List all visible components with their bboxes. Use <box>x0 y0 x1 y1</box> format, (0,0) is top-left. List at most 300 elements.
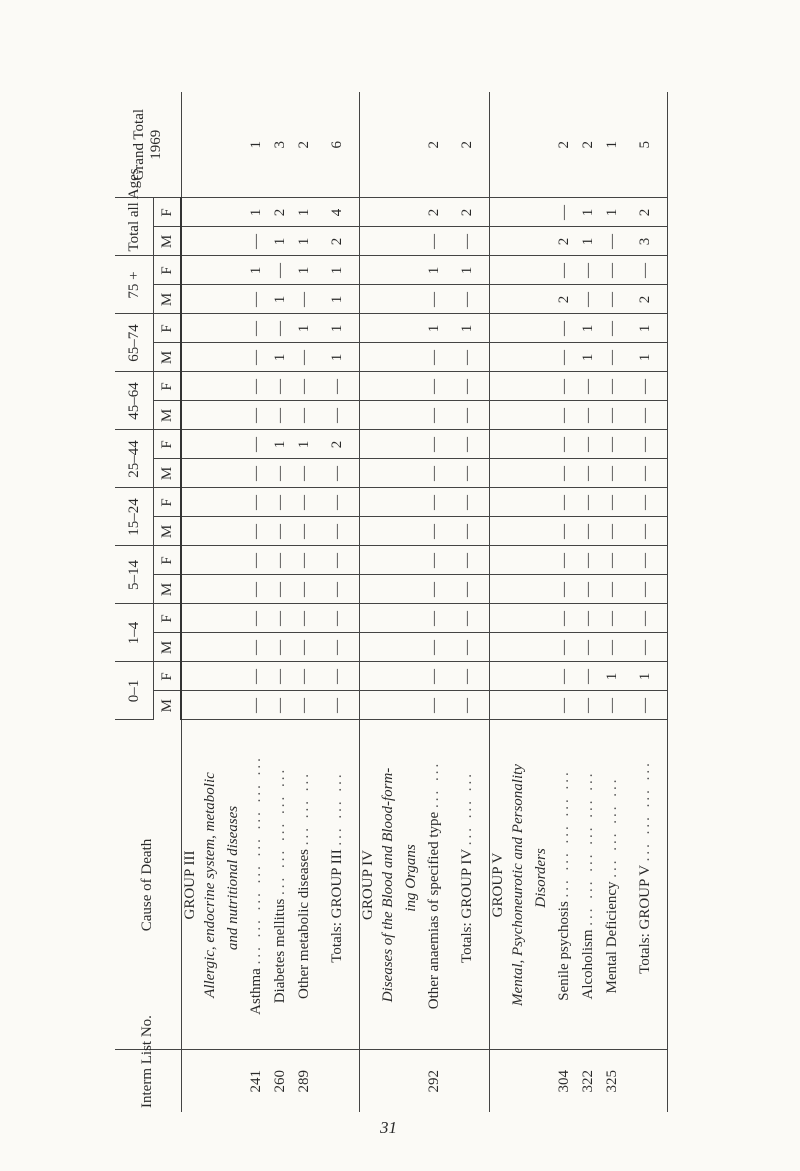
cause-label: Disorders <box>533 848 549 908</box>
count-cell: — <box>269 256 293 285</box>
count-cell: — <box>423 546 447 575</box>
count-cell: — <box>577 488 601 517</box>
count-cell: — <box>601 285 625 314</box>
count-cell <box>377 633 401 662</box>
cause-label: GROUP III <box>181 850 198 920</box>
count-cell <box>223 546 245 575</box>
leader-dots: ... ... ... <box>459 771 475 846</box>
count-cell <box>359 459 377 488</box>
count-cell <box>199 488 223 517</box>
grand-total-cell: 2 <box>577 92 601 198</box>
count-cell <box>181 285 199 314</box>
count-cell <box>531 517 553 546</box>
cause-of-death <box>531 720 553 1050</box>
count-cell: — <box>625 401 668 430</box>
count-cell: 1 <box>317 314 360 343</box>
count-cell <box>531 314 553 343</box>
table-row <box>245 92 269 1112</box>
sex-header: M <box>154 517 182 546</box>
list-number <box>377 1050 401 1112</box>
table-body <box>181 92 667 1112</box>
leader-dots: ... ... ... ... ... ... ... ... <box>248 755 264 965</box>
count-cell: — <box>553 691 577 720</box>
age-header: Total all Ages <box>115 198 154 256</box>
count-cell <box>377 691 401 720</box>
table-row <box>423 92 447 1112</box>
totals-row <box>625 92 668 1112</box>
sex-header: F <box>154 314 182 343</box>
count-cell: — <box>423 691 447 720</box>
age-header: 5–14 <box>115 546 154 604</box>
count-cell: — <box>269 691 293 720</box>
count-cell: — <box>293 633 317 662</box>
count-cell: — <box>245 575 269 604</box>
count-cell <box>377 517 401 546</box>
cause-of-death <box>401 720 423 1050</box>
count-cell <box>199 285 223 314</box>
count-cell <box>489 517 507 546</box>
table-row <box>601 92 625 1112</box>
total-female-cell: 4 <box>317 198 360 227</box>
count-cell: — <box>553 633 577 662</box>
sex-header: F <box>154 198 182 227</box>
count-cell: — <box>317 546 360 575</box>
count-cell: — <box>245 459 269 488</box>
count-cell: — <box>293 488 317 517</box>
count-cell: — <box>625 546 668 575</box>
count-cell: — <box>601 488 625 517</box>
cause-label: Diabetes mellitus <box>272 898 288 1004</box>
total-male-cell: 1 <box>269 227 293 256</box>
count-cell <box>507 633 531 662</box>
count-cell: — <box>269 517 293 546</box>
count-cell <box>359 604 377 633</box>
sex-header: M <box>154 691 182 720</box>
total-female-cell <box>359 198 377 227</box>
cause-of-death <box>447 720 490 1050</box>
count-cell <box>223 459 245 488</box>
cause-of-death <box>507 720 531 1050</box>
count-cell <box>181 430 199 459</box>
cause-header: Cause of Death <box>115 720 181 1050</box>
grand-total-cell: 2 <box>423 92 447 198</box>
count-cell <box>199 517 223 546</box>
count-cell <box>223 575 245 604</box>
count-cell: — <box>601 459 625 488</box>
count-cell: — <box>601 314 625 343</box>
count-cell: — <box>553 604 577 633</box>
leader-dots: ... ... ... ... <box>604 776 620 878</box>
count-cell: — <box>245 343 269 372</box>
count-cell <box>531 575 553 604</box>
leader-dots: ... ... ... ... <box>637 760 653 862</box>
count-cell <box>401 488 423 517</box>
cause-label: GROUP IV <box>359 850 376 920</box>
count-cell <box>401 575 423 604</box>
count-cell: — <box>293 372 317 401</box>
sex-header: M <box>154 285 182 314</box>
count-cell: — <box>317 372 360 401</box>
total-female-cell: 2 <box>625 198 668 227</box>
count-cell <box>359 285 377 314</box>
count-cell: — <box>245 401 269 430</box>
totals-row <box>447 92 490 1112</box>
count-cell <box>489 604 507 633</box>
count-cell <box>199 430 223 459</box>
list-number: 289 <box>296 1070 312 1093</box>
count-cell <box>377 604 401 633</box>
group-heading-row <box>489 92 507 1112</box>
cause-label: Alcoholism <box>580 929 596 1000</box>
cause-of-death <box>223 720 245 1050</box>
count-cell: — <box>625 430 668 459</box>
count-cell: 1 <box>269 430 293 459</box>
count-cell: — <box>601 372 625 401</box>
total-female-cell: 1 <box>245 198 269 227</box>
count-cell <box>489 256 507 285</box>
count-cell <box>181 575 199 604</box>
count-cell: — <box>577 633 601 662</box>
count-cell: — <box>553 430 577 459</box>
count-cell <box>199 662 223 691</box>
count-cell: — <box>423 517 447 546</box>
count-cell: — <box>447 488 490 517</box>
sex-header: M <box>154 633 182 662</box>
count-cell: 1 <box>269 343 293 372</box>
count-cell: — <box>553 488 577 517</box>
count-cell <box>199 343 223 372</box>
count-cell: — <box>245 633 269 662</box>
sex-header: M <box>154 343 182 372</box>
count-cell <box>531 633 553 662</box>
count-cell: — <box>245 430 269 459</box>
count-cell: — <box>447 343 490 372</box>
cause-of-death <box>377 720 401 1050</box>
total-female-cell: 2 <box>269 198 293 227</box>
leader-dots: ... ... ... ... ... ... <box>580 770 596 926</box>
grand-total-cell: 2 <box>293 92 317 198</box>
count-cell: — <box>601 691 625 720</box>
cause-of-death <box>317 720 360 1050</box>
count-cell <box>377 662 401 691</box>
cause-of-death <box>199 720 223 1050</box>
count-cell: — <box>625 575 668 604</box>
count-cell <box>489 459 507 488</box>
count-cell <box>181 488 199 517</box>
count-cell: — <box>269 546 293 575</box>
age-header: 45–64 <box>115 372 154 430</box>
count-cell: — <box>245 662 269 691</box>
count-cell <box>199 256 223 285</box>
count-cell <box>531 691 553 720</box>
count-cell <box>359 662 377 691</box>
count-cell: — <box>293 343 317 372</box>
grand-total-cell <box>377 92 401 198</box>
grand-total-cell <box>489 92 507 198</box>
count-cell <box>359 401 377 430</box>
count-cell: — <box>447 517 490 546</box>
total-male-cell: 1 <box>293 227 317 256</box>
count-cell: — <box>317 575 360 604</box>
total-male-cell: — <box>601 227 625 256</box>
count-cell <box>507 546 531 575</box>
count-cell: — <box>553 459 577 488</box>
count-cell: — <box>577 517 601 546</box>
count-cell <box>401 285 423 314</box>
cause-of-death <box>269 720 293 1050</box>
count-cell <box>199 401 223 430</box>
age-header: 0–1 <box>115 662 154 720</box>
count-cell: — <box>423 633 447 662</box>
grand-total-cell <box>359 92 377 198</box>
age-header: 1–4 <box>115 604 154 662</box>
count-cell <box>401 430 423 459</box>
count-cell <box>359 372 377 401</box>
count-cell: — <box>447 633 490 662</box>
count-cell: — <box>601 256 625 285</box>
leader-dots: ... ... <box>426 760 442 809</box>
count-cell <box>181 633 199 662</box>
count-cell: 1 <box>577 343 601 372</box>
count-cell <box>531 662 553 691</box>
cause-label: Other metabolic diseases <box>296 849 312 999</box>
count-cell <box>489 488 507 517</box>
count-cell <box>507 314 531 343</box>
count-cell <box>531 546 553 575</box>
count-cell: 1 <box>601 662 625 691</box>
count-cell: — <box>269 662 293 691</box>
cause-of-death <box>625 720 668 1050</box>
count-cell <box>377 343 401 372</box>
count-cell: — <box>269 633 293 662</box>
cause-label: GROUP V <box>489 852 506 918</box>
total-male-cell <box>377 227 401 256</box>
total-female-cell: 2 <box>423 198 447 227</box>
count-cell: — <box>553 517 577 546</box>
count-cell: — <box>577 575 601 604</box>
count-cell: — <box>447 401 490 430</box>
count-cell <box>489 430 507 459</box>
count-cell <box>401 546 423 575</box>
count-cell <box>489 372 507 401</box>
cause-label: Mental, Psychoneurotic and Personality <box>510 764 526 1006</box>
count-cell: — <box>577 256 601 285</box>
count-cell: — <box>553 343 577 372</box>
age-header: 25–44 <box>115 430 154 488</box>
count-cell: — <box>245 691 269 720</box>
count-cell: — <box>317 633 360 662</box>
count-cell <box>531 256 553 285</box>
total-male-cell <box>507 227 531 256</box>
count-cell <box>181 372 199 401</box>
table-row <box>223 92 245 1112</box>
count-cell: — <box>601 633 625 662</box>
count-cell <box>401 662 423 691</box>
count-cell: — <box>293 575 317 604</box>
table-row <box>401 92 423 1112</box>
table-row <box>507 92 531 1112</box>
total-male-cell: 2 <box>317 227 360 256</box>
list-number <box>489 1050 507 1112</box>
count-cell <box>199 604 223 633</box>
count-cell: — <box>577 401 601 430</box>
count-cell: — <box>447 575 490 604</box>
total-male-cell <box>531 227 553 256</box>
count-cell <box>223 314 245 343</box>
count-cell <box>377 372 401 401</box>
count-cell: — <box>601 604 625 633</box>
count-cell: — <box>577 285 601 314</box>
leader-dots: ... ... ... <box>329 771 345 846</box>
total-male-cell: — <box>245 227 269 256</box>
count-cell: — <box>269 372 293 401</box>
count-cell: — <box>553 401 577 430</box>
count-cell: — <box>601 430 625 459</box>
count-cell: — <box>447 459 490 488</box>
sex-header: F <box>154 546 182 575</box>
grand-total-cell <box>181 92 199 198</box>
list-number <box>401 1050 423 1112</box>
total-female-cell: 2 <box>447 198 490 227</box>
grand-total-cell <box>401 92 423 198</box>
cause-of-death <box>245 720 269 1050</box>
count-cell <box>181 256 199 285</box>
table-row <box>199 92 223 1112</box>
count-cell: — <box>269 604 293 633</box>
grand-total-cell: 2 <box>553 92 577 198</box>
count-cell <box>377 459 401 488</box>
cause-label: Diseases of the Blood and Blood-form- <box>380 767 396 1003</box>
count-cell: — <box>245 285 269 314</box>
count-cell: 1 <box>447 314 490 343</box>
sex-header: M <box>154 459 182 488</box>
cause-label: Allergic, endocrine system, metabolic <box>202 772 218 998</box>
count-cell: — <box>577 546 601 575</box>
count-cell: 1 <box>245 256 269 285</box>
sex-header: F <box>154 604 182 633</box>
count-cell: — <box>245 372 269 401</box>
total-female-cell: — <box>553 198 577 227</box>
list-number <box>317 1050 360 1112</box>
count-cell: — <box>625 517 668 546</box>
count-cell: — <box>293 401 317 430</box>
count-cell <box>531 401 553 430</box>
count-cell <box>489 662 507 691</box>
count-cell <box>223 372 245 401</box>
count-cell <box>223 401 245 430</box>
count-cell <box>489 401 507 430</box>
sex-header: F <box>154 662 182 691</box>
list-number <box>199 1050 223 1112</box>
count-cell: — <box>625 459 668 488</box>
count-cell <box>531 459 553 488</box>
count-cell: — <box>423 430 447 459</box>
count-cell: 1 <box>317 343 360 372</box>
grand-total-cell: 3 <box>269 92 293 198</box>
count-cell: — <box>317 662 360 691</box>
total-male-cell: — <box>423 227 447 256</box>
count-cell: — <box>317 517 360 546</box>
header-row-ages <box>115 92 154 1112</box>
count-cell: 1 <box>625 662 668 691</box>
count-cell: 1 <box>447 256 490 285</box>
grand-total-cell: 1 <box>245 92 269 198</box>
table-row <box>577 92 601 1112</box>
total-male-cell <box>489 227 507 256</box>
count-cell <box>507 430 531 459</box>
count-cell: — <box>423 401 447 430</box>
count-cell: — <box>245 517 269 546</box>
count-cell: — <box>245 314 269 343</box>
count-cell <box>489 285 507 314</box>
count-cell: — <box>625 691 668 720</box>
count-cell: — <box>625 488 668 517</box>
cause-label: and nutritional diseases <box>225 805 241 951</box>
count-cell: — <box>293 662 317 691</box>
leader-dots: ... ... ... ... ... <box>272 766 288 895</box>
total-female-cell <box>377 198 401 227</box>
count-cell: — <box>317 691 360 720</box>
count-cell <box>531 285 553 314</box>
cause-of-death <box>181 720 199 1050</box>
leader-dots: ... ... ... <box>296 771 312 846</box>
list-number <box>223 1050 245 1112</box>
table-row <box>531 92 553 1112</box>
count-cell: — <box>577 662 601 691</box>
count-cell <box>531 372 553 401</box>
totals-row <box>317 92 360 1112</box>
count-cell <box>199 459 223 488</box>
count-cell: — <box>601 343 625 372</box>
count-cell <box>401 314 423 343</box>
count-cell: — <box>447 604 490 633</box>
count-cell: — <box>293 604 317 633</box>
count-cell <box>223 430 245 459</box>
total-male-cell <box>401 227 423 256</box>
count-cell: — <box>447 546 490 575</box>
total-male-cell <box>199 227 223 256</box>
count-cell: — <box>577 430 601 459</box>
cause-of-death <box>601 720 625 1050</box>
count-cell: — <box>447 372 490 401</box>
count-cell <box>359 343 377 372</box>
count-cell <box>223 285 245 314</box>
count-cell <box>507 604 531 633</box>
count-cell <box>223 662 245 691</box>
total-female-cell: 1 <box>293 198 317 227</box>
count-cell <box>181 314 199 343</box>
count-cell <box>359 488 377 517</box>
list-number: 325 <box>604 1070 620 1093</box>
count-cell <box>489 633 507 662</box>
list-number <box>181 1050 199 1112</box>
count-cell: 1 <box>423 314 447 343</box>
total-female-cell <box>401 198 423 227</box>
count-cell <box>223 604 245 633</box>
count-cell: — <box>317 459 360 488</box>
grand-total-cell <box>507 92 531 198</box>
count-cell: 1 <box>269 285 293 314</box>
count-cell: — <box>269 488 293 517</box>
count-cell <box>181 401 199 430</box>
cause-label: Mental Deficiency <box>604 881 620 994</box>
total-female-cell <box>531 198 553 227</box>
sex-header: F <box>154 372 182 401</box>
count-cell: — <box>269 314 293 343</box>
grand-total-cell <box>223 92 245 198</box>
count-cell <box>199 691 223 720</box>
count-cell: — <box>447 662 490 691</box>
